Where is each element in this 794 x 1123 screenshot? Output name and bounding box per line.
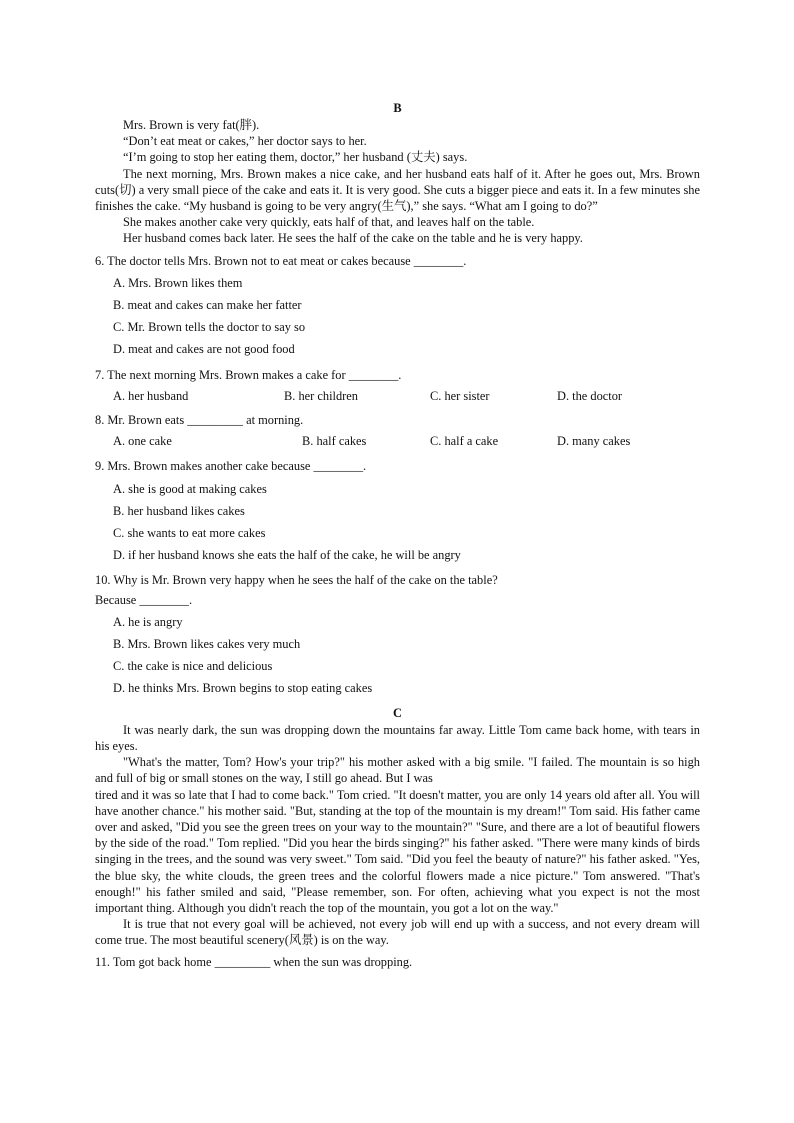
option-8c: C. half a cake (430, 434, 499, 449)
passage-c-paragraph-2b: tired and it was so late that I had to come back." Tom cried. "It doesn't matter, you are only 14 years old after all. You will have another chance." his mother said. "But, standing at the top of the mountain is my dream!" Tom said. His father came over and asked, "Did you see the green trees on your way to the mountain?" "Sure, and there are a lot of beautiful flowers by the side of the road." Tom replied. "Did you hear the birds singing?" his father asked. "There were many kinds of birds singing in the trees, and the sound was very sweet." Tom said. "Did you feel the beauty of nature?" his father asked. "Yes, the blue sky, the white clouds, the green trees and the colorful flowers made a nice picture." Tom answered. "That's enough!" his father smiled and said, "Please remember, son. For often, achieving what you expect is not the most important thing. Although you didn't reach the top of the mountain, you got a lot on the way." (95, 787, 700, 915)
option-10d: D. he thinks Mrs. Brown begins to stop eating cakes (113, 681, 373, 696)
option-10b: B. Mrs. Brown likes cakes very much (113, 637, 301, 652)
question-9: 9. Mrs. Brown makes another cake because ________. (95, 459, 367, 474)
passage-c-paragraph-1: It was nearly dark, the sun was dropping down the mountains far away. Little Tom came back home, with tears in his eyes. (95, 722, 700, 753)
question-11: 11. Tom got back home _________ when the sun was dropping. (95, 954, 413, 969)
option-10c: C. the cake is nice and delicious (113, 659, 273, 674)
options-8 (113, 433, 700, 449)
option-8b: B. half cakes (302, 434, 367, 449)
options-7 (113, 388, 700, 404)
passage-c-paragraph-3: It is true that not every goal will be achieved, not every job will end up with a success, and not every dream will come true. The most beautiful scenery(风景) is on the way. (95, 917, 700, 948)
question-10-because: Because ________. (95, 592, 193, 607)
story-line: “I’m going to stop her eating them, doctor,” her husband (丈夫) says. (123, 150, 468, 165)
passage-c-paragraph-2a: "What's the matter, Tom? How's your trip?" his mother asked with a big smile. "I failed. The mountain is so high and full of big or small stones on the way, I still go ahead. But I was (95, 755, 700, 786)
option-7c: C. her sister (430, 388, 490, 403)
option-9a: A. she is good at making cakes (113, 481, 267, 496)
story-line: Her husband comes back later. He sees the half of the cake on the table and he is very happy. (123, 231, 583, 246)
option-7d: D. the doctor (557, 388, 623, 403)
question-10: 10. Why is Mr. Brown very happy when he sees the half of the cake on the table? (95, 573, 498, 588)
option-9c: C. she wants to eat more cakes (113, 526, 266, 541)
option-7b: B. her children (284, 388, 358, 403)
exam-page (95, 100, 700, 970)
option-9d: D. if her husband knows she eats the half of the cake, he will be angry (113, 548, 461, 563)
section-c-heading: C (393, 705, 402, 720)
section-b-heading: B (393, 101, 402, 115)
story-line: She makes another cake very quickly, eats half of that, and leaves half on the table. (123, 215, 535, 230)
option-9b: B. her husband likes cakes (113, 503, 245, 518)
option-6a: A. Mrs. Brown likes them (113, 275, 243, 290)
option-6d: D. meat and cakes are not good food (113, 342, 295, 357)
option-8d: D. many cakes (557, 434, 631, 449)
question-6: 6. The doctor tells Mrs. Brown not to eat meat or cakes because ________. (95, 253, 467, 268)
option-6c: C. Mr. Brown tells the doctor to say so (113, 320, 306, 335)
question-7: 7. The next morning Mrs. Brown makes a cake for ________. (95, 367, 402, 382)
story-line: Mrs. Brown is very fat(胖). (123, 118, 260, 132)
story-paragraph: The next morning, Mrs. Brown makes a nice cake, and her husband eats half of it. After he goes out, Mrs. Brown cuts(切) a very small piece of the cake and eats it. It is very good. She cuts a bigger piece and eats it. In a few minutes she finishes the cake. “My husband is going to be very angry(生气),” she says. “What am I going to do?” (95, 166, 700, 214)
story-line: “Don’t eat meat or cakes,” her doctor says to her. (123, 134, 367, 149)
option-6b: B. meat and cakes can make her fatter (113, 298, 302, 313)
option-10a: A. he is angry (113, 614, 183, 629)
option-8a: A. one cake (113, 434, 172, 449)
option-7a: A. her husband (113, 388, 189, 403)
question-8: 8. Mr. Brown eats _________ at morning. (95, 413, 304, 428)
